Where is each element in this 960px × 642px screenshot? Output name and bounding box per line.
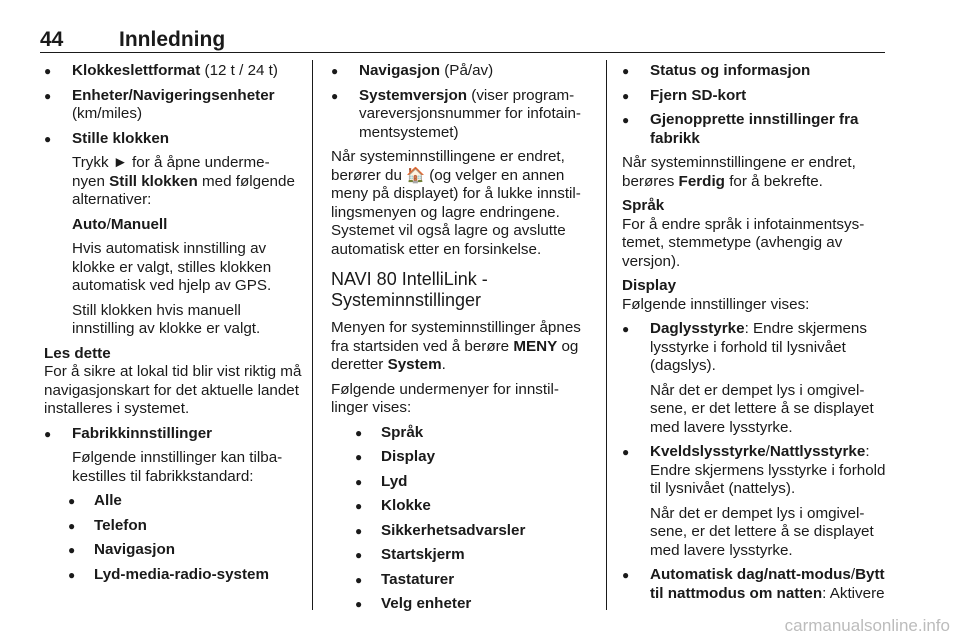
list-item: ● Klokkeslettformat (12 t / 24 t) [44,62,302,81]
paragraph: For å sikre at lokal tid blir vist riktig må navigasjonskart for det aktuelle landet installeres i systemet. [44,363,302,417]
list-item: ● Automatisk dag/natt-modus/Bytt til nattmodus om natten: Aktivere [622,566,890,603]
list-item: ● Navigasjon (På/av) [331,62,593,81]
list-item: ● Lyd-media-radio-system [44,566,302,585]
chapter-title: Innledning [119,28,226,51]
paragraph: Når det er dempet lys i omgivel-sene, er det lettere å se displayet med lavere lysstyrke. [650,381,874,436]
paragraph: Auto/Manuell [72,215,168,233]
paragraph: Følgende innstillinger kan tilba-kestilles til fabrikkstandard: [72,449,283,485]
list-item: ● Fjern SD-kort [622,87,890,106]
paragraph: For å endre språk i infotainmentsys-temet, stemmetype (avhengig av versjon). [622,215,865,270]
page-number: 44 [40,28,64,51]
list-item: ● Klokke [331,497,593,516]
list-item: ● Status og informasjon [622,62,890,81]
list-item: ● Display [331,448,593,467]
section-heading: Språk [622,197,665,214]
paragraph: Når systeminnstillingene er endret, berører du 🏠 (og velger en annen meny på displayet) for å lukke innstil-lingsmenyen og lagre endringene. Systemet vil også lagre og avslutte automatisk etter en forsinkelse. [331,148,581,258]
list-item: ● Sikkerhetsadvarsler [331,522,593,541]
section-heading: Display [622,277,677,294]
paragraph: Menyen for systeminnstillinger åpnes fra startsiden ved å berøre MENY og deretter System. [331,319,581,373]
list-item: ● Enheter/Navigeringsenheter (km/miles) [44,87,302,124]
header-rule [40,52,885,53]
list-item: ● Lyd [331,473,593,492]
list-item: ● Navigasjon [44,541,302,560]
list-item: ● Systemversjon (viser program-vareversjonsnummer for infotain-mentsystemet) [331,87,593,143]
section-heading: Les dette [44,344,111,362]
paragraph: Still klokken hvis manuell innstilling av klokke er valgt. [72,301,261,337]
paragraph: Når det er dempet lys i omgivel-sene, er det lettere å se displayet med lavere lysstyrke. [650,504,874,559]
section-heading: NAVI 80 IntelliLink - Systeminnstillinger [331,269,488,310]
watermark-logo: carmanualsonline.info [784,616,950,635]
paragraph: Når systeminnstillingene er endret, berøres Ferdig for å bekrefte. [622,154,856,190]
list-item: ● Tastaturer [331,571,593,590]
column-1 [44,62,302,590]
list-item: ● Startskjerm [331,546,593,565]
paragraph: Følgende undermenyer for innstil-linger vises: [331,380,559,416]
paragraph: Hvis automatisk innstilling av klokke er valgt, stilles klokken automatisk ved hjelp av GPS. [72,240,272,294]
list-item: ● Språk [331,424,593,443]
column-3 [622,62,890,609]
list-item: ● Alle [44,492,302,511]
list-item: ● Daglysstyrke: Endre skjermens lysstyrke i forhold til lysnivået (dagslys). [622,320,890,376]
column-divider-2 [606,60,607,610]
column-2 [331,62,593,620]
page-header [40,28,885,50]
list-item: ● Telefon [44,517,302,536]
list-item: ● Velg enheter [331,595,593,614]
column-divider-1 [312,60,313,610]
list-item: ● Gjenopprette innstillinger fra fabrikk [622,111,890,148]
list-item: ● Kveldslysstyrke/Nattlysstyrke: Endre skjermens lysstyrke i forhold til lysnivået (nattelys). [622,443,890,499]
paragraph: Trykk ► for å åpne underme-nyen Still klokken med følgende alternativer: [72,154,295,208]
list-item: ● Stille klokken [44,130,302,149]
list-item: ● Fabrikkinnstillinger [44,425,302,444]
paragraph: Følgende innstillinger vises: [622,295,810,313]
